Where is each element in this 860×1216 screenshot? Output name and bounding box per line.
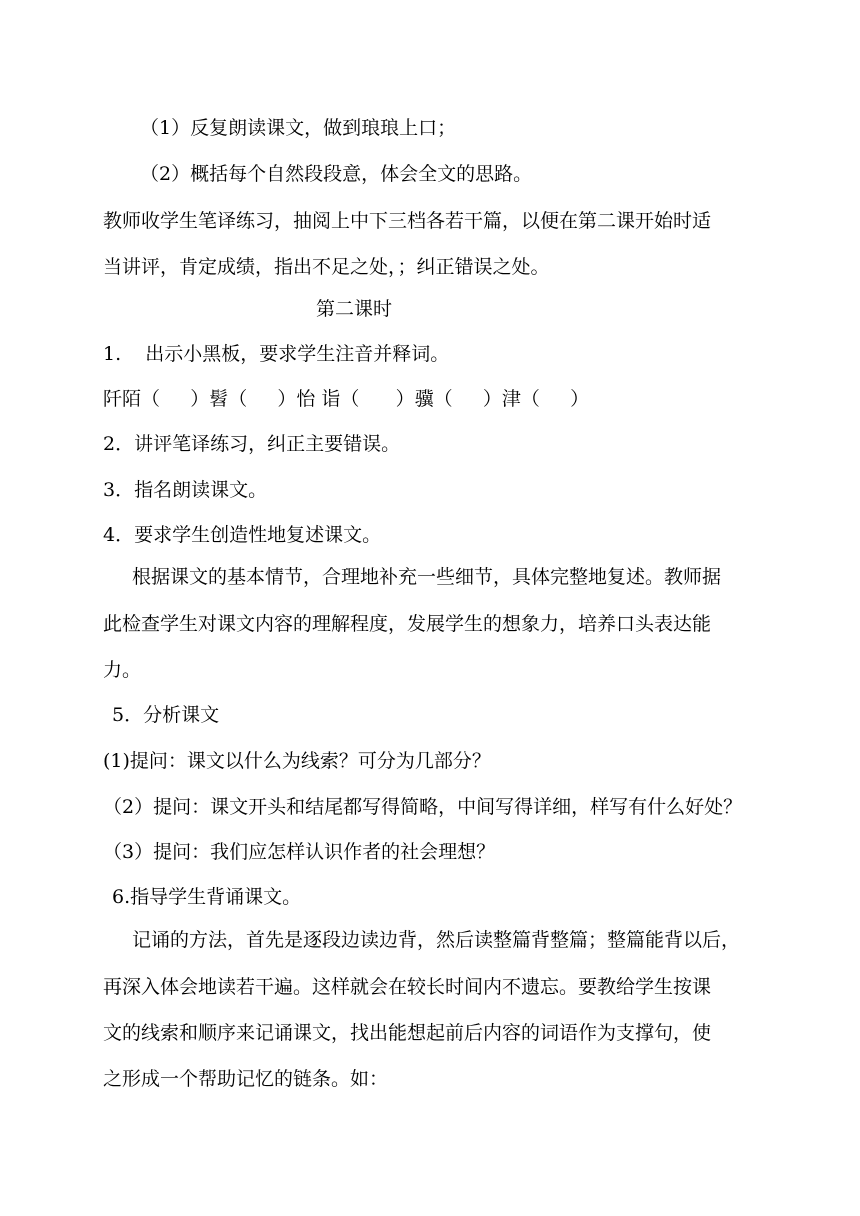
text-line-1: （1）反复朗读课文，做到琅琅上口； [140, 117, 457, 139]
text-line-18: 6.指导学生背诵课文。 [112, 886, 302, 908]
text-line-4: 当讲评，肯定成绩，指出不足之处，；纠正错误之处。 [103, 256, 550, 278]
text-line-19: 记诵的方法，首先是逐段边读边背，然后读整篇背整篇；整篇能背以后， [132, 929, 741, 951]
text-line-15: (1)提问：课文以什么为线索？可分为几部分？ [103, 750, 491, 772]
text-line-6: 1. 出示小黑板，要求学生注音并释词。 [103, 343, 450, 365]
text-line-20: 再深入体会地读若干遍。这样就会在较长时间内不遗忘。要教给学生按课 [103, 976, 712, 998]
text-line-3: 教师收学生笔译练习，抽阅上中下三档各若干篇，以便在第二课开始时适 [103, 210, 712, 232]
text-line-10: 4．要求学生创造性地复述课文。 [103, 524, 382, 546]
text-line-9: 3．指名朗读课文。 [103, 479, 268, 501]
section-heading: 第二课时 [316, 298, 393, 320]
text-line-8: 2．讲评笔译练习，纠正主要错误。 [103, 433, 401, 455]
text-line-17: （3）提问：我们应怎样认识作者的社会理想？ [103, 841, 496, 863]
text-line-13: 力。 [103, 659, 142, 681]
text-line-21: 文的线索和顺序来记诵课文，找出能想起前后内容的词语作为支撑句，使 [103, 1022, 712, 1044]
text-line-14: 5．分析课文 [112, 704, 220, 726]
text-line-22: 之形成一个帮助记忆的链条。如： [103, 1068, 389, 1090]
text-line-12: 此检查学生对课文内容的理解程度，发展学生的想象力，培养口头表达能 [103, 613, 712, 635]
text-line-2: （2）概括每个自然段段意，体会全文的思路。 [140, 163, 533, 185]
text-line-11: 根据课文的基本情节，合理地补充一些细节，具体完整地复述。教师据 [132, 566, 722, 588]
text-line-7: 阡陌（ ）髫（ ）怡 诣（ ）骥（ ）津（ ） [103, 388, 590, 410]
text-line-16: （2）提问：课文开头和结尾都写得简略，中间写得详细，样写有什么好处？ [103, 796, 743, 818]
